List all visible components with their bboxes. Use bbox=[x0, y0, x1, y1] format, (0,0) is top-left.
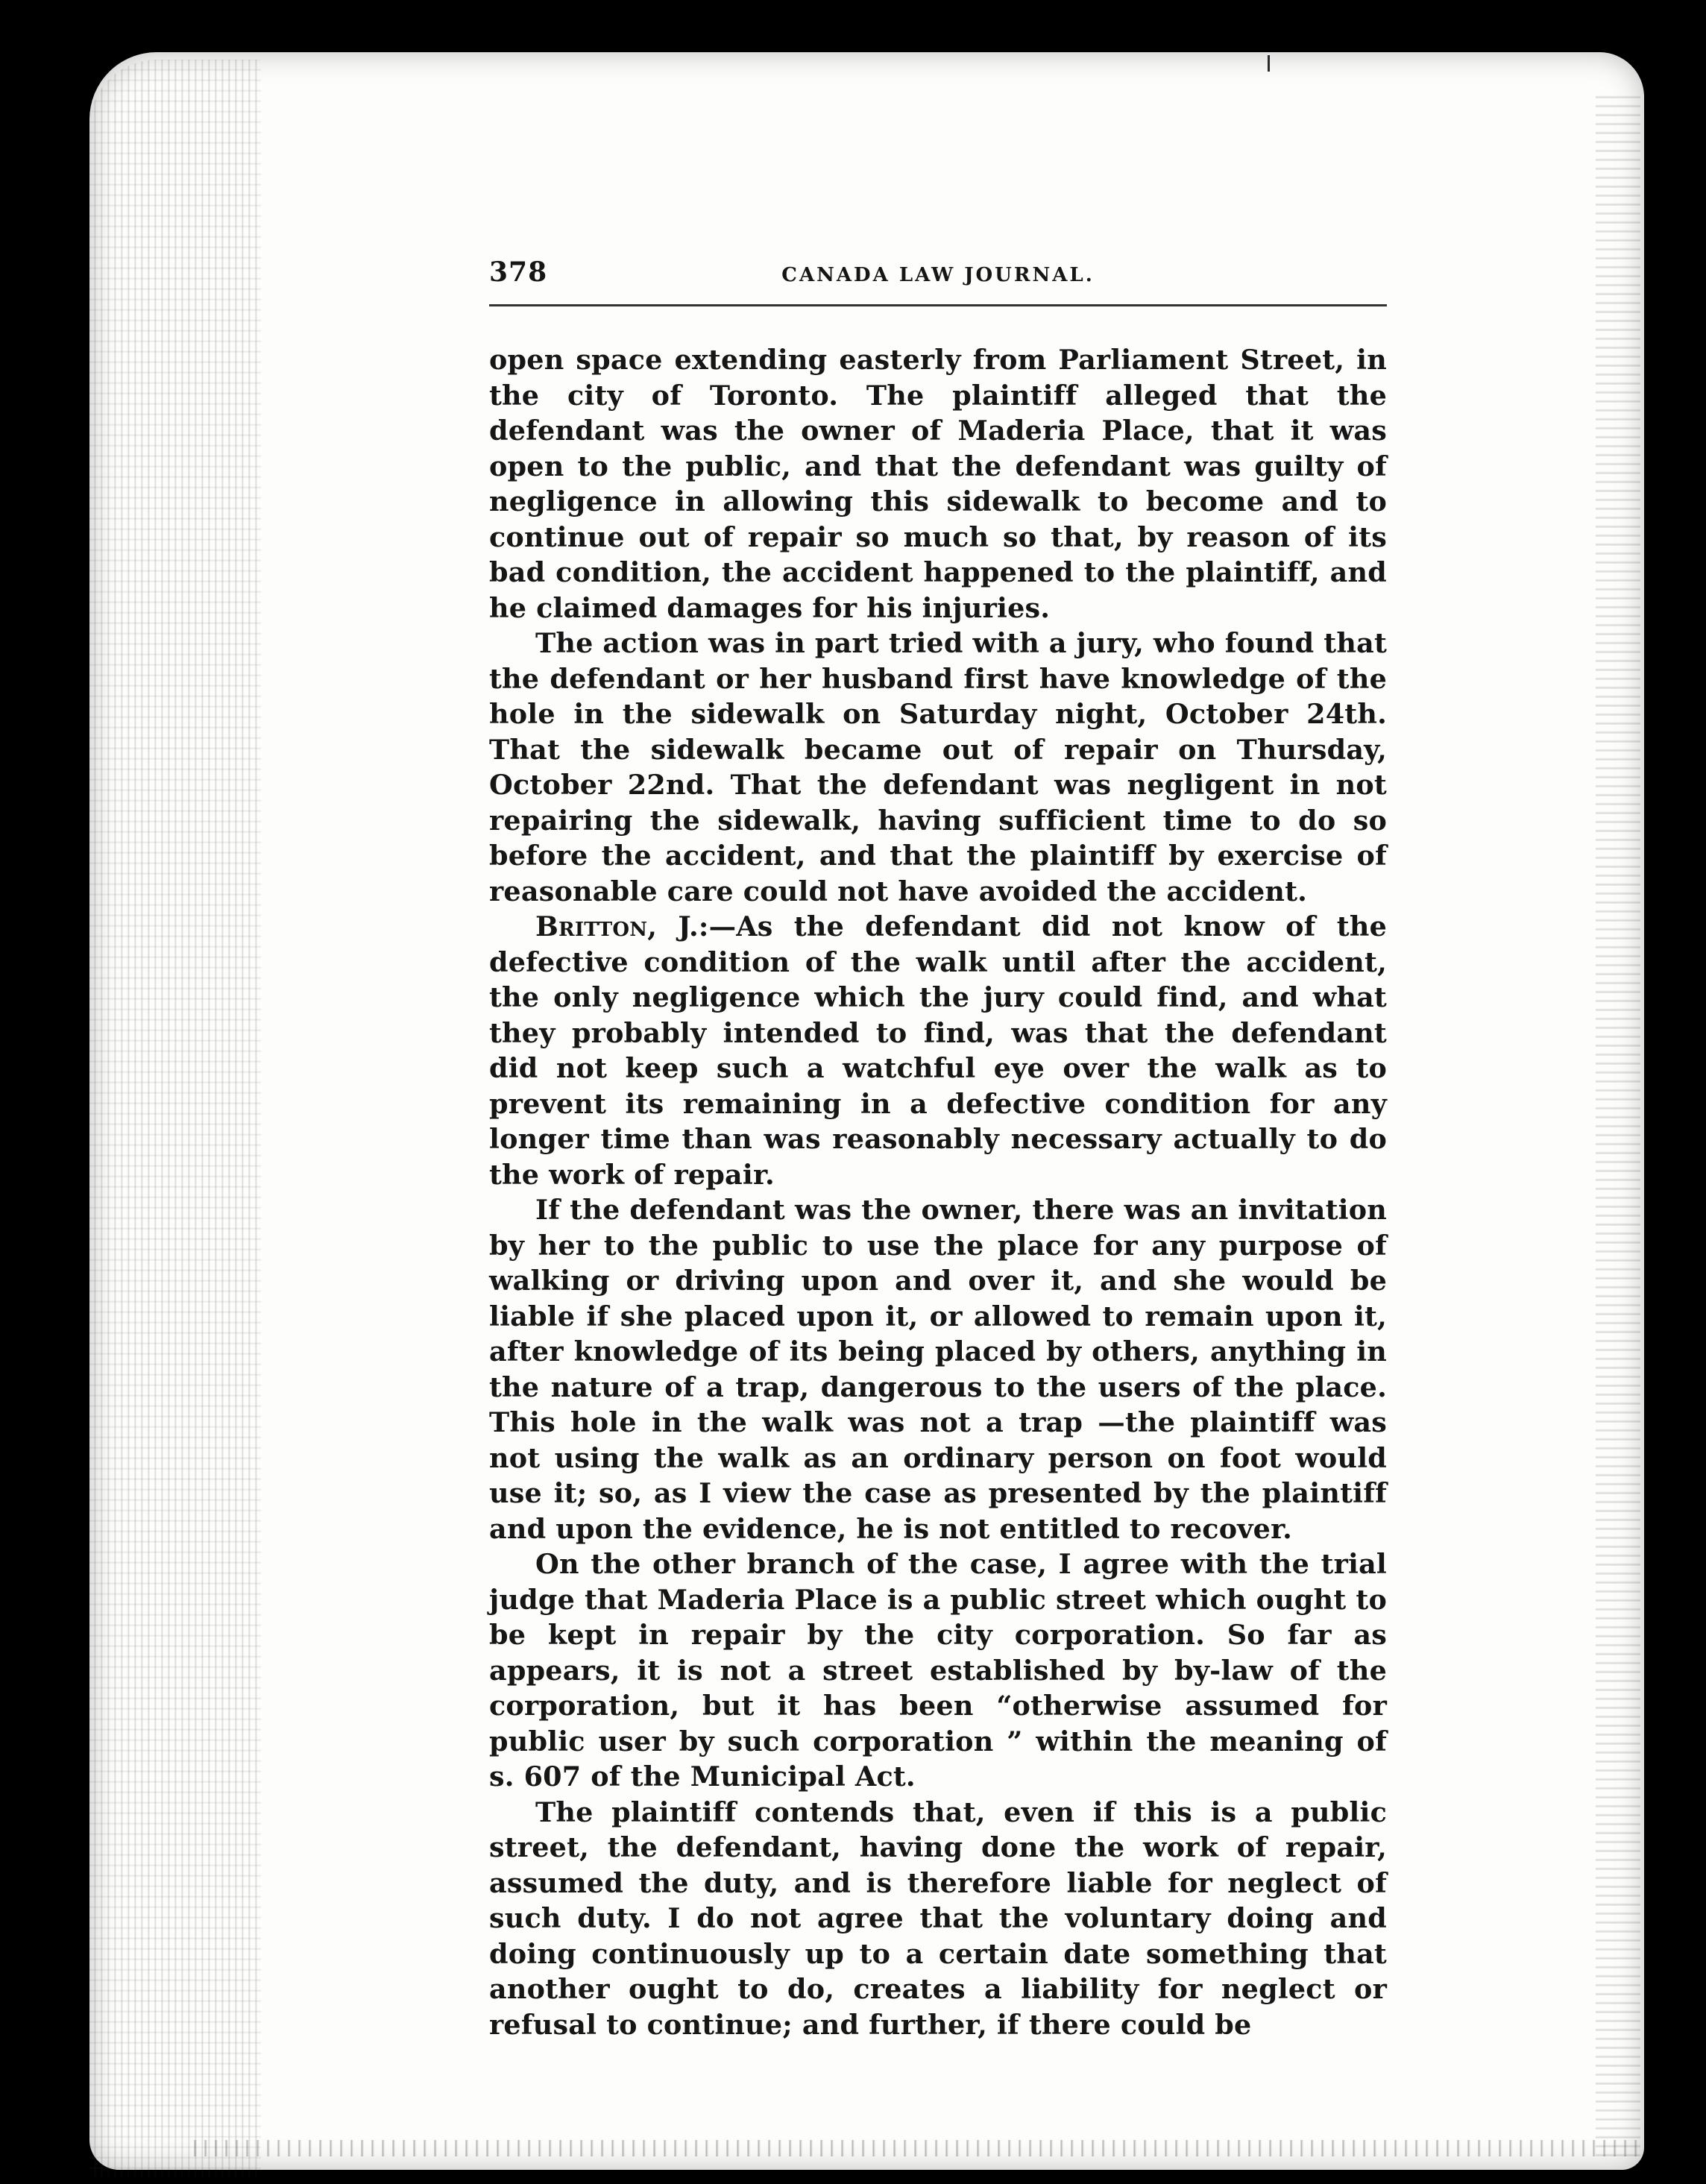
judge-name: Britton, J. bbox=[535, 910, 699, 942]
paragraph-3-text: :—As the defendant did not know of the defective condition of the walk until after the accident, the only negligence which the jury could find, and what they probably intended to find, was that the defendant did not keep such a watchful eye over the walk as to prevent its remaining in a defective condition for any longer time than was reasonably necessary actually to do the work of repair. bbox=[489, 910, 1387, 1191]
page-stack-right-edge bbox=[1596, 89, 1640, 2162]
paragraph-6: The plaintiff contends that, even if this is a public street, the defendant, having done the work of repair, assumed the duty, and is therefore liable for neglect of such duty. I do not agree that the voluntary doing and doing continuously up to a certain date something that another ought to do, creates a liability for neglect or refusal to continue; and further, if there could be bbox=[489, 1796, 1387, 2041]
page-number: 378 bbox=[489, 257, 548, 288]
page-stack-bottom-edge bbox=[186, 2140, 1640, 2156]
paragraph-1: open space extending easterly from Parliament Street, in the city of Toronto. The plaintiff alleged that the defendant was the owner of Maderia Place, that it was open to the public, and that the defendant was guilty of negligence in allowing this sidewalk to become and to continue out of repair so much so that, by reason of its bad condition, the accident happened to the plaintiff, and he claimed damages for his injuries. bbox=[489, 344, 1387, 624]
running-head: CANADA LAW JOURNAL. bbox=[781, 264, 1095, 286]
paragraph-4: If the defendant was the owner, there was an invitation by her to the public to use the place for any purpose of walking or driving upon and over it, and she would be liable if she placed upon it, or allowed to remain upon it, after knowledge of its being placed by others, anything in the nature of a trap, dangerous to the users of the place. This hole in the walk was not a trap —the plaintiff was not using the walk as an ordinary person on foot would use it; so, as I view the case as presented by the plaintiff and upon the evidence, he is not entitled to recover. bbox=[489, 1194, 1387, 1545]
paragraph-5: On the other branch of the case, I agree with the trial judge that Maderia Place is a public street which ought to be kept in repair by the city corporation. So far as appears, it is not a street established by by-law of the corporation, but it has been “otherwise assumed for public user by such corporation ” within the meaning of s. 607 of the Municipal Act. bbox=[489, 1548, 1387, 1793]
scan-mark bbox=[1268, 55, 1270, 72]
page-header bbox=[489, 257, 1387, 306]
page-stack-left-edge bbox=[89, 60, 261, 2177]
body-text bbox=[489, 342, 1387, 2042]
paragraph-3 bbox=[489, 909, 1387, 1192]
page-content bbox=[489, 257, 1387, 2042]
paragraph-2: The action was in part tried with a jury, who found that the defendant or her husband first have knowledge of the hole in the sidewalk on Saturday night, October 24th. That the sidewalk became out of repair on Thursday, October 22nd. That the defendant was negligent in not repairing the sidewalk, having sufficient time to do so before the accident, and that the plaintiff by exercise of reasonable care could not have avoided the accident. bbox=[489, 627, 1387, 907]
